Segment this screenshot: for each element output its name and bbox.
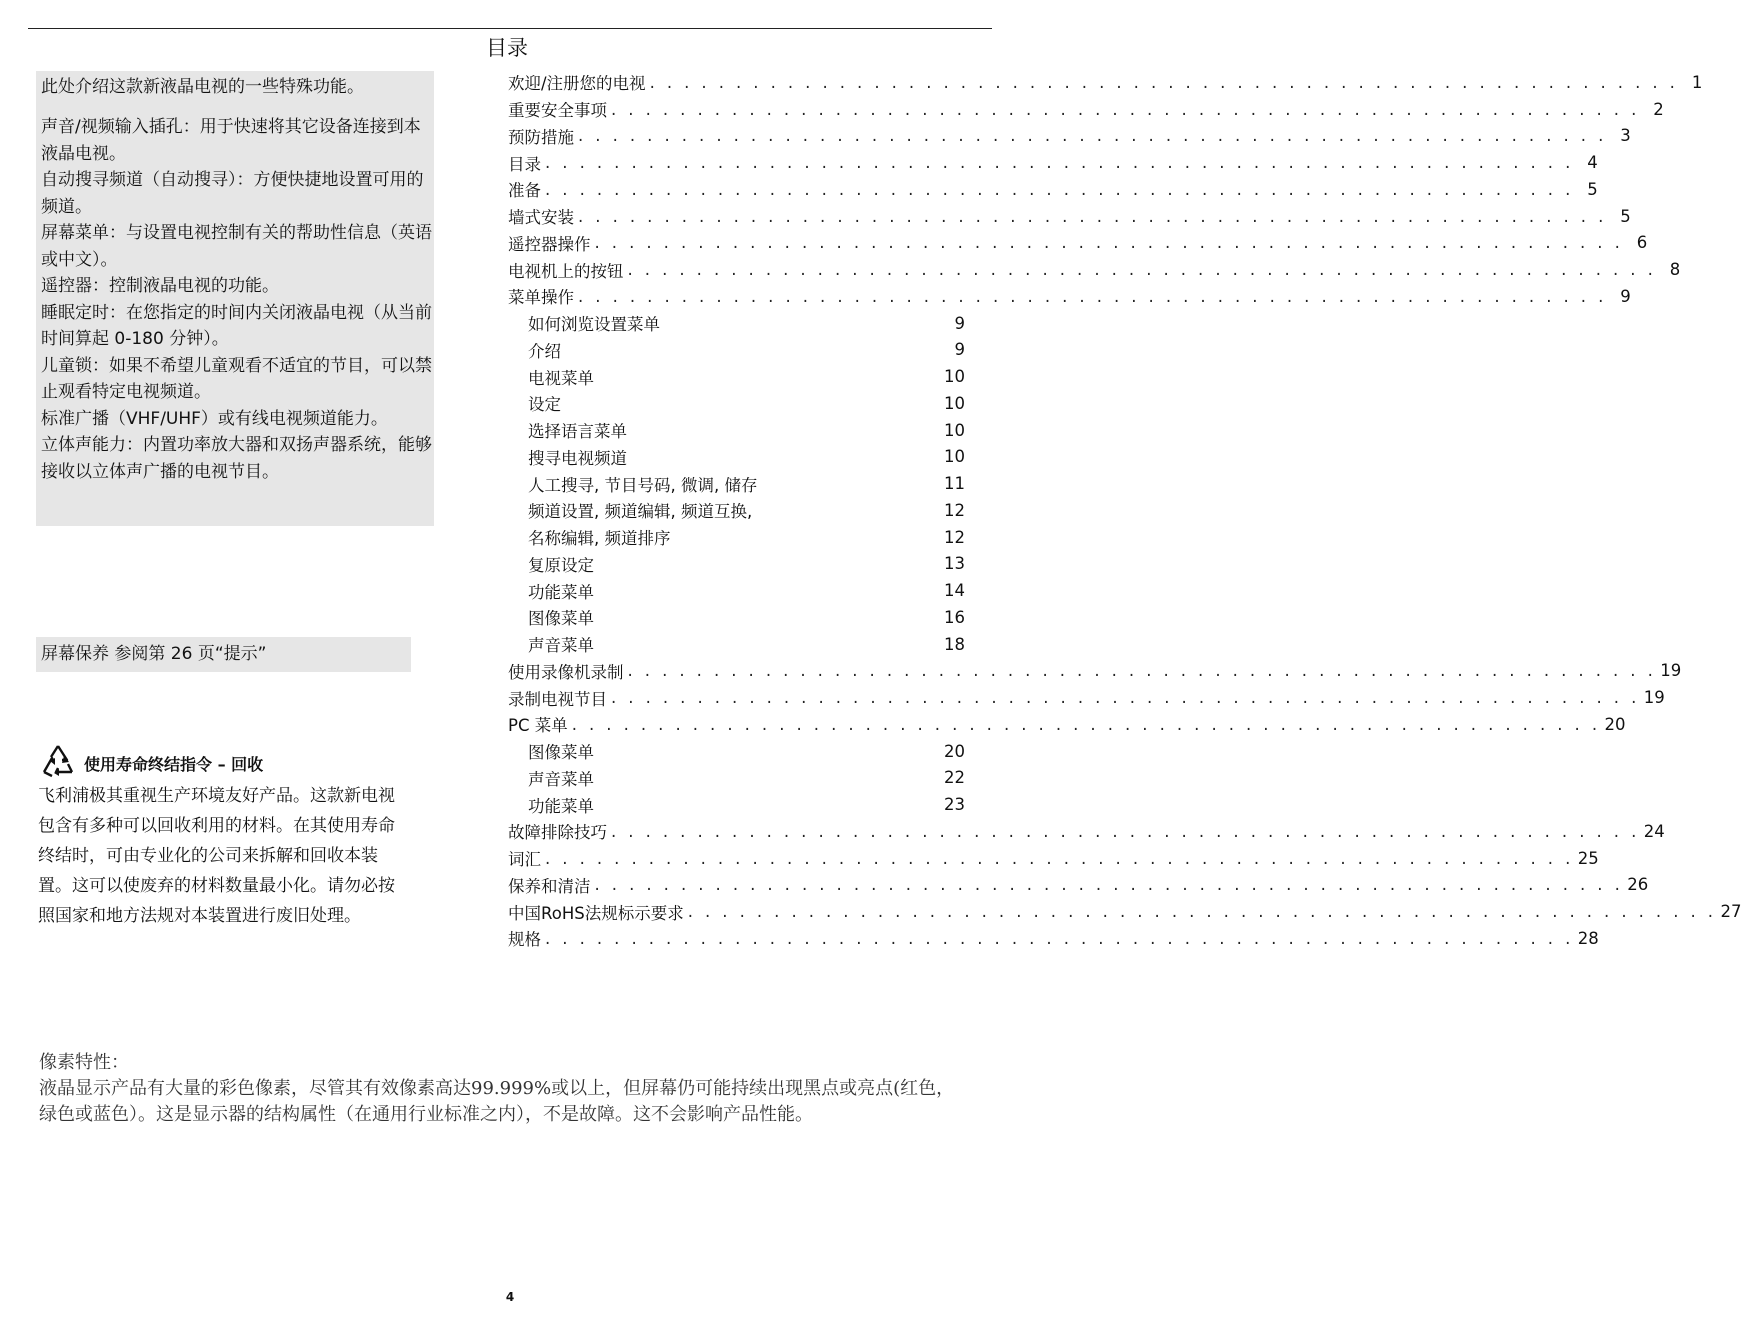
toc-leader-dots: . . . . . . . . . . . . . . . . . . . . . . . . . . . . . . . . . . . . . . . . . . . . . . . . . . . . . . . . . . . . (578, 126, 1607, 146)
toc-entry-label: 复原设定 (528, 555, 594, 575)
toc-entry (508, 845, 1599, 872)
toc-entry-page: 10 (944, 367, 965, 387)
toc-leader-dots: . . . . . . . . . . . . . . . . . . . . . . . . . . . . . . . . . . . . . . . . . . . . . . . . . . . . . . . . . . . . (578, 206, 1607, 226)
toc-entry-label: 介绍 (528, 341, 561, 361)
feature-item: 屏幕菜单：与设置电视控制有关的帮助性信息（英语或中文）。 (41, 223, 432, 270)
toc-entry (508, 872, 1649, 899)
toc-entry (508, 524, 965, 551)
toc-entry (508, 69, 1703, 96)
toc-entry-page: 16 (944, 607, 965, 627)
recycle-icon (38, 742, 78, 782)
toc-entry-label: 功能菜单 (528, 582, 594, 602)
toc-entry (508, 497, 965, 524)
toc-entry (508, 444, 965, 471)
toc-entry-page: 9 (954, 313, 965, 333)
feature-item: 遥控器：控制液晶电视的功能。 (41, 276, 279, 296)
toc-entry-label: 遥控器操作 (508, 234, 591, 254)
toc-leader-dots: . . . . . . . . . . . . . . . . . . . . . . . . . . . . . . . . . . . . . . . . . . . . . . . . . . . . . . . . . . . . (627, 661, 1657, 681)
toc-leader-dots: . . . . . . . . . . . . . . . . . . . . . . . . . . . . . . . . . . . . . . . . . . . . . . . . . . . . . . . . . . . . (545, 153, 1574, 173)
feature-item: 睡眠定时：在您指定的时间内关闭液晶电视（从当前时间算起 0-180 分钟）。 (41, 302, 432, 349)
toc-entry-label: 录制电视节目 (508, 689, 607, 709)
features-intro: 此处介绍这款新液晶电视的一些特殊功能。 (41, 77, 364, 97)
toc-entry (508, 925, 1599, 952)
recycle-title: 使用寿命终结指令 – 回收 (84, 755, 264, 774)
toc-entry-page: 18 (944, 634, 965, 654)
toc-leader-dots: . . . . . . . . . . . . . . . . . . . . . . . . . . . . . . . . . . . . . . . . . . . . . . . . . . . . . . . . . . . . (594, 875, 1624, 895)
toc-entry (508, 417, 965, 444)
toc-entry-label: 故障排除技巧 (508, 823, 607, 843)
pixel-title: 像素特性： (39, 1052, 129, 1073)
toc-entry (508, 470, 965, 497)
screen-care-note: 屏幕保养 参阅第 26 页“提示” (36, 637, 411, 672)
toc-entry (508, 818, 1665, 845)
toc-leader-dots: . . . . . . . . . . . . . . . . . . . . . . . . . . . . . . . . . . . . . . . . . . . . . . . . . . . . . . . . . . . . (545, 928, 1574, 948)
toc-leader-dots: . . . . . . . . . . . . . . . . . . . . . . . . . . . . . . . . . . . . . . . . . . . . . . . . . . . . . . . . . . . . (649, 72, 1679, 92)
toc-entry-page: 3 (1620, 126, 1631, 146)
toc-entry-label: 设定 (528, 395, 561, 415)
toc-entry (508, 765, 965, 792)
toc-leader-dots: . . . . . . . . . . . . . . . . . . . . . . . . . . . . . . . . . . . . . . . . . . . . . . . . . . . . . . . . . . . . (611, 821, 1640, 841)
toc-entry (508, 337, 965, 364)
toc-leader-dots: . . . . . . . . . . . . . . . . . . . . . . . . . . . . . . . . . . . . . . . . . . . . . . . . . . . . . . . . . . . . (611, 99, 1640, 119)
toc-leader-dots: . . . . . . . . . . . . . . . . . . . . . . . . . . . . . . . . . . . . . . . . . . . . . . . . . . . . . . . . . . . . (627, 260, 1657, 280)
toc-entry-label: 如何浏览设置菜单 (528, 315, 660, 335)
toc-entry-page: 12 (944, 527, 965, 547)
toc-entry-label: 保养和清洁 (508, 876, 591, 896)
toc-entry-page: 11 (944, 474, 965, 494)
toc-entry-label: 重要安全事项 (508, 101, 607, 121)
toc-entry-page: 2 (1653, 99, 1664, 119)
toc-entry (508, 256, 1681, 283)
toc-entry-label: 搜寻电视频道 (528, 448, 627, 468)
feature-item: 立体声能力：内置功率放大器和双扬声器系统，能够接收以立体声广播的电视节目。 (41, 435, 432, 482)
toc-entry-page: 24 (1643, 821, 1665, 841)
features-box (36, 71, 434, 526)
toc-entry-page: 27 (1720, 902, 1741, 922)
recycle-heading (38, 740, 263, 784)
toc-entry (508, 604, 965, 631)
toc-entry-label: 欢迎/注册您的电视 (508, 74, 646, 94)
toc-entry (508, 283, 1631, 310)
toc-entry-page: 13 (944, 554, 965, 574)
toc-entry-label: 图像菜单 (528, 743, 594, 763)
toc-entry (508, 230, 1648, 257)
toc-entry (508, 149, 1598, 176)
toc-entry (508, 310, 965, 337)
toc-entry-page: 28 (1577, 928, 1599, 948)
toc-leader-dots: . . . . . . . . . . . . . . . . . . . . . . . . . . . . . . . . . . . . . . . . . . . . . . . . . . . . . . . . . . . . (578, 286, 1607, 306)
toc-entry (508, 898, 1741, 925)
toc-list (508, 69, 1741, 952)
toc-entry-label: 使用录像机录制 (508, 662, 624, 682)
toc-entry (508, 96, 1664, 123)
toc-leader-dots: . . . . . . . . . . . . . . . . . . . . . . . . . . . . . . . . . . . . . . . . . . . . . . . . . . . . . . . . . . . . (545, 179, 1574, 199)
toc-entry-label: 图像菜单 (528, 609, 594, 629)
toc-entry-page: 20 (944, 741, 965, 761)
toc-entry (508, 203, 1631, 230)
toc-entry-label: 人工搜寻, 节目号码, 微调, 储存 (528, 475, 758, 495)
toc-entry-label: 频道设置, 频道编辑, 频道互换, (528, 502, 753, 522)
toc-entry (508, 577, 965, 604)
toc-entry-page: 5 (1620, 206, 1631, 226)
toc-entry-label: 电视机上的按钮 (508, 261, 624, 281)
toc-entry-label: 电视菜单 (528, 368, 594, 388)
toc-entry-page: 10 (944, 420, 965, 440)
toc-entry-label: 选择语言菜单 (528, 422, 627, 442)
toc-entry-label: 菜单操作 (508, 288, 574, 308)
feature-item: 声音/视频输入插孔：用于快速将其它设备连接到本液晶电视。 (41, 117, 421, 164)
toc-leader-dots: . . . . . . . . . . . . . . . . . . . . . . . . . . . . . . . . . . . . . . . . . . . . . . . . . . . . . . . . . . . . (611, 688, 1640, 708)
toc-entry-label: 中国RoHS法规标示要求 (508, 903, 684, 923)
toc-entry-page: 6 (1636, 233, 1648, 253)
toc-entry-label: 准备 (508, 181, 541, 201)
toc-entry-page: 19 (1643, 688, 1665, 708)
toc-entry-page: 20 (1604, 714, 1626, 734)
top-rule (28, 28, 992, 29)
toc-leader-dots: . . . . . . . . . . . . . . . . . . . . . . . . . . . . . . . . . . . . . . . . . . . . . . . . . . . . . . . . . . . . (545, 848, 1574, 868)
toc-entry-page: 26 (1627, 875, 1649, 895)
toc-entry-page: 23 (944, 795, 965, 815)
page-number: 4 (505, 1290, 515, 1304)
toc-entry-label: 目录 (508, 154, 541, 174)
toc-entry-page: 8 (1669, 260, 1681, 280)
toc-entry-page: 9 (954, 340, 965, 360)
feature-item: 儿童锁：如果不希望儿童观看不适宜的节目，可以禁止观看特定电视频道。 (41, 355, 432, 402)
toc-entry (508, 684, 1665, 711)
toc-entry (508, 631, 965, 658)
feature-item: 自动搜寻频道（自动搜寻）：方便快捷地设置可用的频道。 (41, 170, 424, 217)
features-list (41, 114, 434, 485)
toc-entry-label: 声音菜单 (528, 769, 594, 789)
feature-item: 标准广播（VHF/UHF）或有线电视频道能力。 (41, 408, 388, 429)
toc-entry-label: 预防措施 (508, 127, 574, 147)
toc-entry (508, 791, 965, 818)
toc-entry-label: 墙式安装 (508, 208, 574, 228)
toc-leader-dots: . . . . . . . . . . . . . . . . . . . . . . . . . . . . . . . . . . . . . . . . . . . . . . . . . . . . . . . . . . . . (594, 233, 1624, 253)
toc-entry-page: 4 (1587, 153, 1598, 173)
toc-entry-page: 12 (944, 500, 965, 520)
toc-leader-dots: . . . . . . . . . . . . . . . . . . . . . . . . . . . . . . . . . . . . . . . . . . . . . . . . . . . . . . . . . . . . (687, 902, 1717, 922)
toc-entry (508, 363, 965, 390)
toc-entry-label: 功能菜单 (528, 796, 594, 816)
toc-title: 目录 (486, 36, 528, 60)
toc-entry (508, 390, 965, 417)
toc-entry-label: 名称编辑, 频道排序 (528, 529, 671, 549)
toc-entry-page: 9 (1620, 286, 1631, 306)
toc-entry (508, 658, 1682, 685)
toc-entry-page: 1 (1691, 72, 1703, 92)
toc-entry-label: 声音菜单 (528, 636, 594, 656)
recycle-body: 飞利浦极其重视生产环境友好产品。这款新电视包含有多种可以回收利用的材料。在其使用寿命终结时，可由专业化的公司来拆解和回收本装置。这可以使废弃的材料数量最小化。请勿必按照国家和地方法规对本装置进行废旧处理。 (38, 786, 395, 926)
toc-entry-label: 规格 (508, 930, 541, 950)
toc-entry (508, 738, 965, 765)
toc-entry (508, 711, 1626, 738)
toc-entry-page: 10 (944, 447, 965, 467)
toc-entry-page: 22 (944, 768, 965, 788)
toc-entry (508, 176, 1598, 203)
toc-entry-label: PC 菜单 (508, 716, 568, 736)
toc-entry-page: 19 (1660, 661, 1682, 681)
toc-entry-page: 10 (944, 393, 965, 413)
toc-leader-dots: . . . . . . . . . . . . . . . . . . . . . . . . . . . . . . . . . . . . . . . . . . . . . . . . . . . . . . . . . . . . (571, 714, 1601, 734)
toc-entry-page: 25 (1577, 848, 1599, 868)
pixel-body: 液晶显示产品有大量的彩色像素，尽管其有效像素高达99.999%或以上，但屏幕仍可能持续出现黑点或亮点(红色，绿色或蓝色）。这是显示器的结构属性（在通用行业标准之内），不是故障。这不会影响产品性能。 (39, 1078, 955, 1125)
toc-entry-label: 词汇 (508, 850, 541, 870)
toc-entry-page: 14 (944, 581, 965, 601)
toc-entry-page: 5 (1587, 179, 1598, 199)
toc-entry (508, 123, 1631, 150)
toc-entry (508, 551, 965, 578)
